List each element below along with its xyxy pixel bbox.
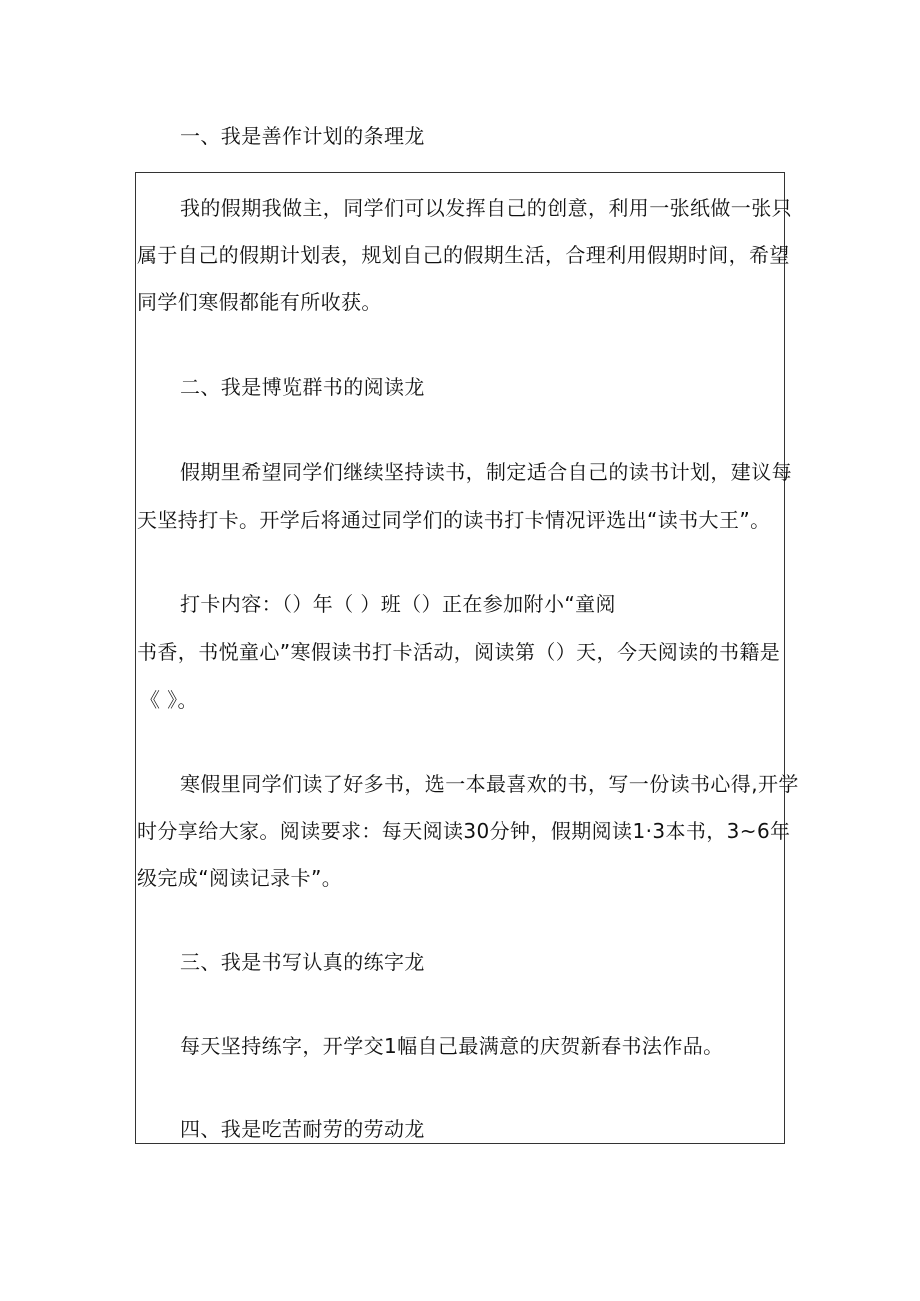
section-heading-labor: 四、我是吃苦耐劳的劳动龙 — [180, 1117, 425, 1141]
paragraph-line: 书香，书悦童心”寒假读书打卡活动，阅读第（）天，今天阅读的书籍是 — [137, 640, 781, 664]
paragraph-line: 我的假期我做主，同学们可以发挥自己的创意，利用一张纸做一张只 — [180, 196, 792, 220]
paragraph-line: 时分享给大家。阅读要求：每天阅读30分钟，假期阅读1·3本书，3~6年 — [137, 819, 791, 843]
section-heading-reading: 二、我是博览群书的阅读龙 — [180, 375, 425, 399]
paragraph-line: 天坚持打卡。开学后将通过同学们的读书打卡情况评选出“读书大王”。 — [137, 508, 771, 532]
section-heading-calligraphy: 三、我是书写认真的练字龙 — [180, 950, 425, 974]
paragraph-line: 《 》。 — [140, 688, 198, 712]
paragraph-line: 属于自己的假期计划表，规划自己的假期生活，合理利用假期时间，希望 — [137, 243, 790, 267]
paragraph-line: 同学们寒假都能有所收获。 — [137, 290, 382, 314]
paragraph-line: 打卡内容：（）年（ ）班（）正在参加附小“童阅 — [180, 592, 616, 616]
paragraph-line: 假期里希望同学们继续坚持读书，制定适合自己的读书计划，建议每 — [180, 460, 792, 484]
paragraph-line: 寒假里同学们读了好多书，选一本最喜欢的书，写一份读书心得,开学 — [180, 772, 799, 796]
paragraph-line: 级完成“阅读记录卡”。 — [137, 866, 343, 890]
paragraph-line: 每天坚持练字，开学交1幅自己最满意的庆贺新春书法作品。 — [180, 1034, 724, 1058]
section-heading-planning: 一、我是善作计划的条理龙 — [180, 124, 425, 148]
